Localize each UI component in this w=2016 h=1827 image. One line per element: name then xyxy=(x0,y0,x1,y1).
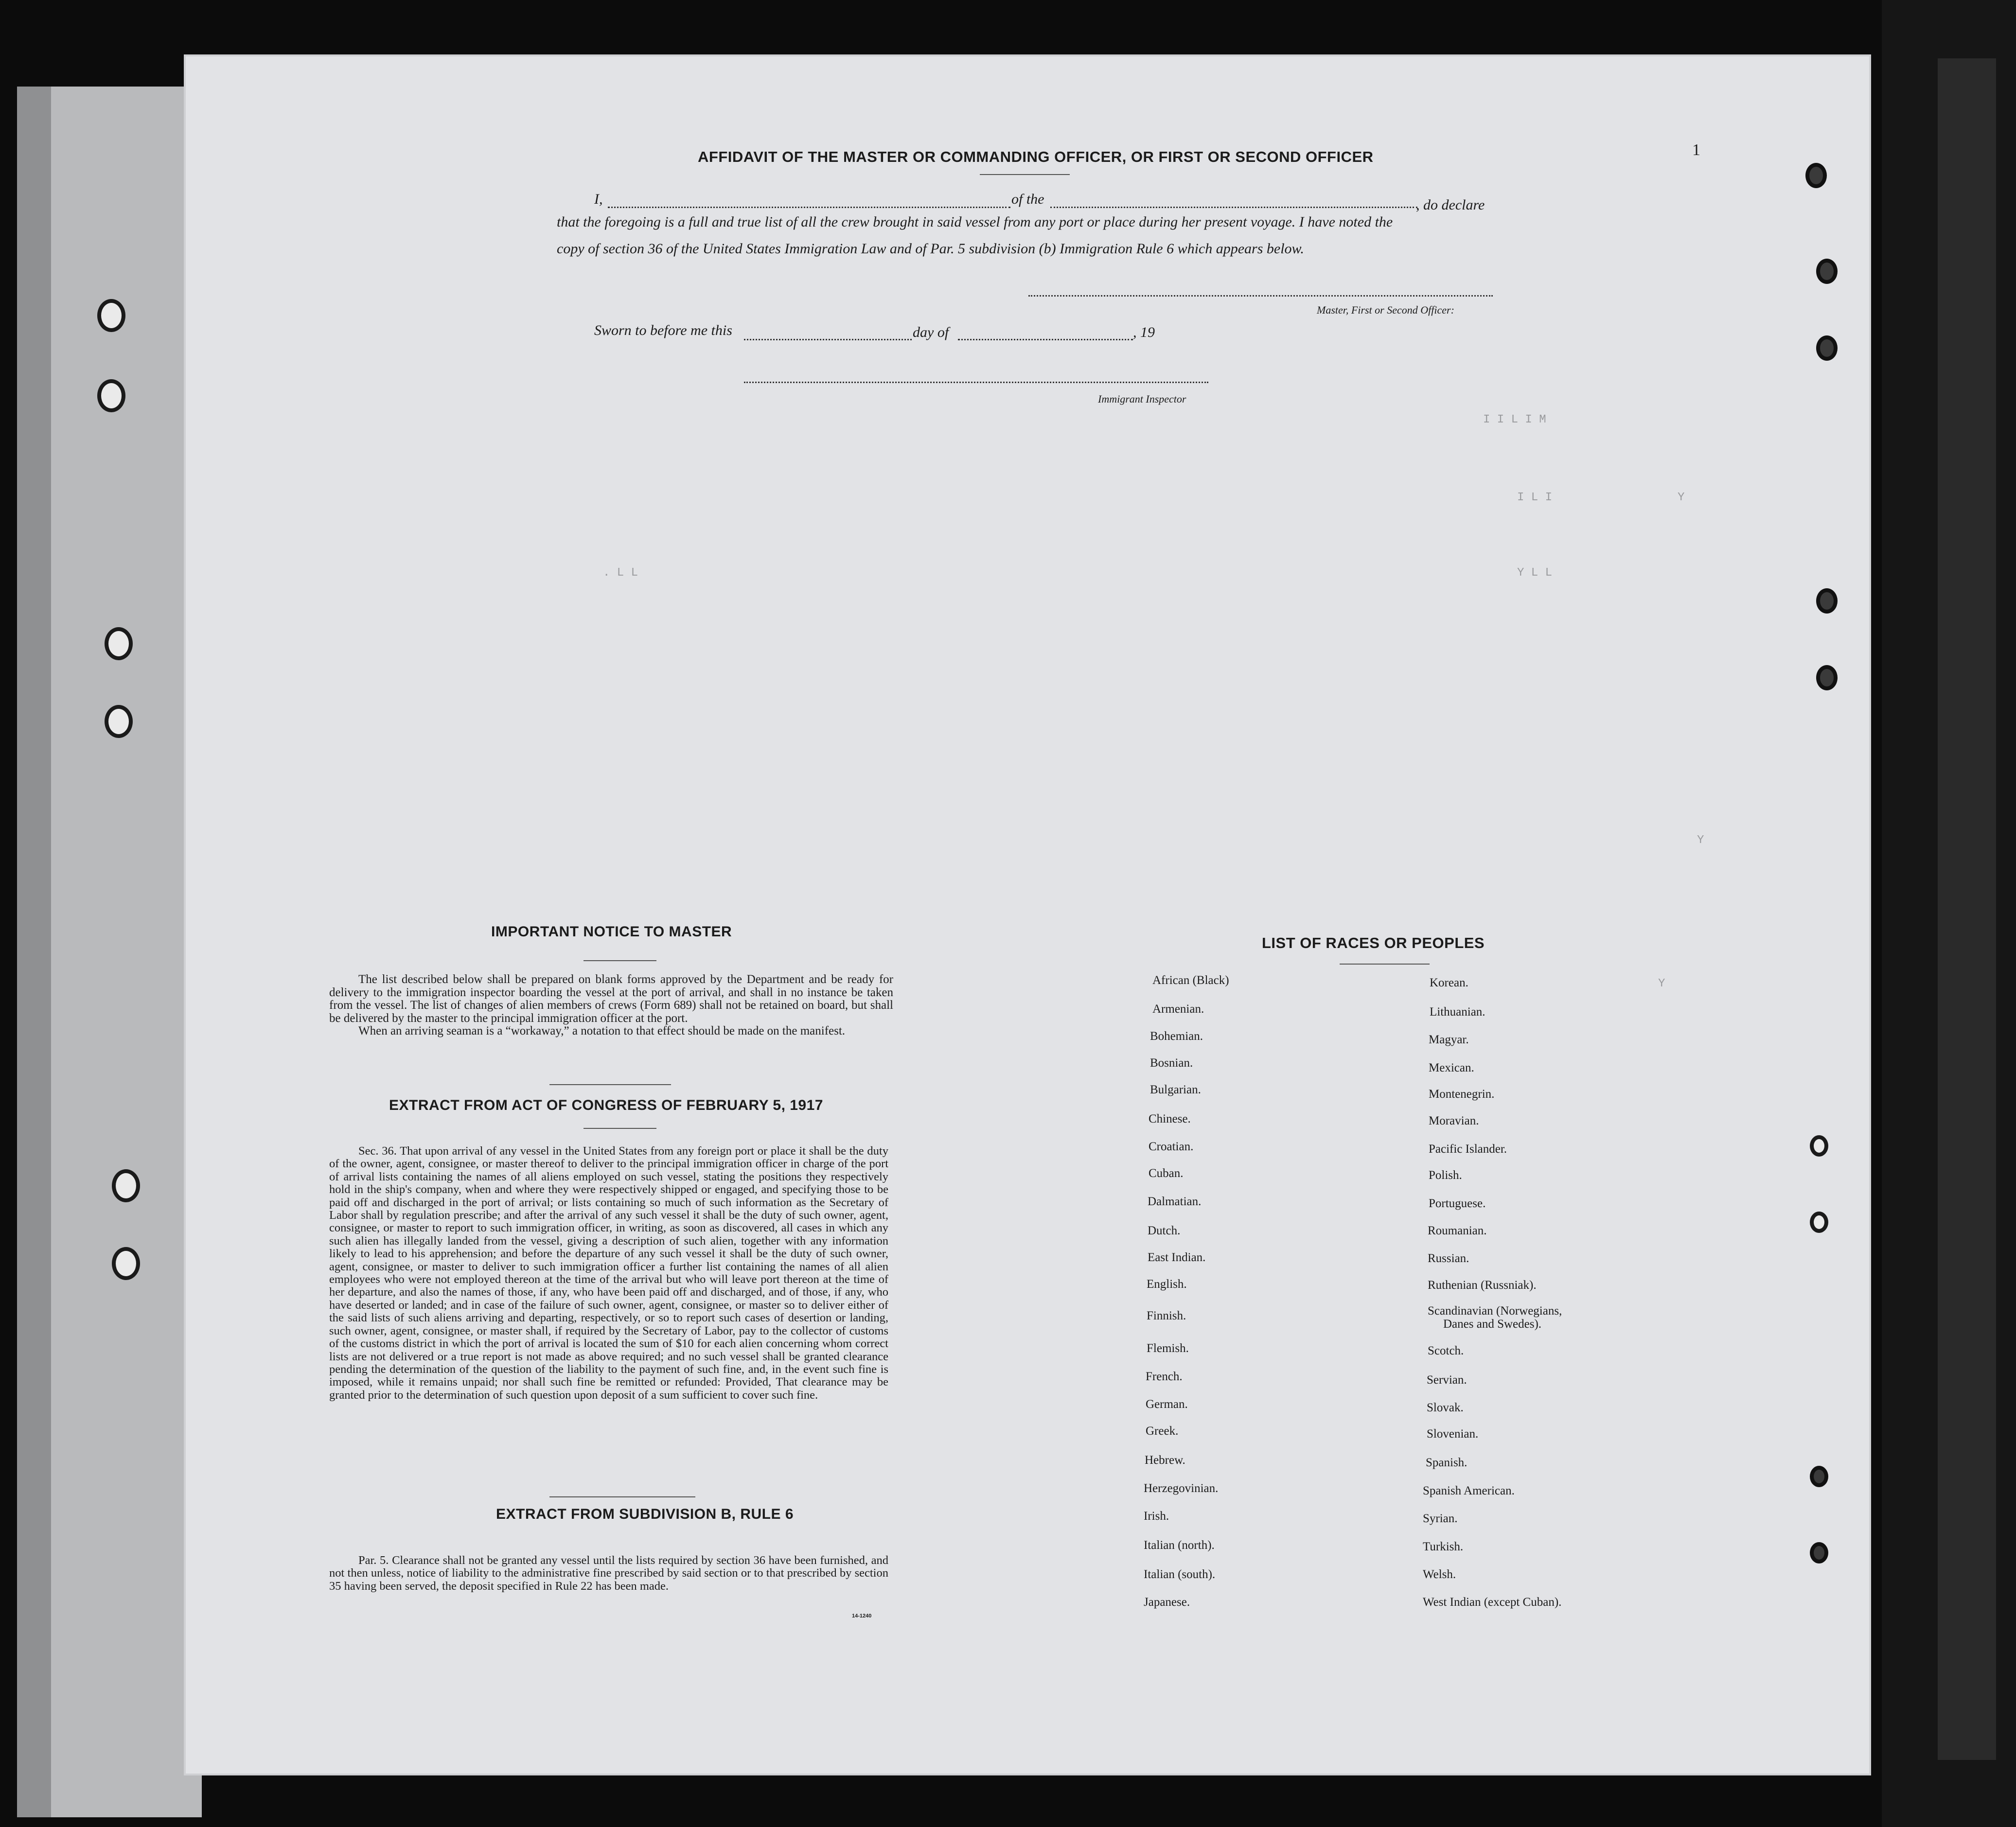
race-item: Montenegrin. xyxy=(1429,1088,1495,1101)
underlying-sheet xyxy=(51,87,202,1817)
section-divider xyxy=(549,1496,695,1497)
notice-underline xyxy=(584,960,656,961)
races-underline xyxy=(1340,964,1430,965)
affidavit-line-2: that the foregoing is a full and true list of all the crew brought in said vessel from any port or place during her present voyage. I have noted the xyxy=(557,214,1393,230)
binder-hole xyxy=(97,379,125,412)
inspector-signature-blank[interactable] xyxy=(744,382,1208,383)
race-item: Italian (south). xyxy=(1144,1568,1216,1581)
affidavit-title: AFFIDAVIT OF THE MASTER OR COMMANDING OFFICER, OR FIRST OR SECOND OFFICER xyxy=(698,148,1374,165)
name-blank[interactable] xyxy=(608,207,1010,208)
bleed-through-mark: I I L I M xyxy=(1483,413,1546,426)
inspector-caption: Immigrant Inspector xyxy=(1098,393,1186,405)
race-item: Bohemian. xyxy=(1150,1030,1203,1043)
binder-hole xyxy=(112,1247,140,1280)
notice-paragraph-1: The list described below shall be prepared on blank forms approved by the Department and be ready for delivery to the immigration inspector boarding the vessel at the port of arrival, and shall in no instance be taken from the vessel. The list of changes of alien members of crews (Form 689) shall not be retained on board, but shall be delivered by the master to the principal immigration officer at the port. xyxy=(329,973,893,1025)
affidavit-line-3: copy of section 36 of the United States Immigration Law and of Par. 5 subdivision (b) Immigration Rule 6 which appears below. xyxy=(557,241,1304,257)
bleed-through-mark: Y xyxy=(1678,491,1685,504)
bleed-through-mark: Y xyxy=(1697,834,1704,847)
bleed-through-mark: I L I xyxy=(1517,491,1553,504)
race-item: Bulgarian. xyxy=(1150,1083,1201,1096)
race-item: Syrian. xyxy=(1423,1512,1458,1525)
race-item: German. xyxy=(1146,1398,1188,1411)
race-item: Korean. xyxy=(1430,976,1468,989)
extract-act-body xyxy=(329,1145,888,1402)
race-item: Flemish. xyxy=(1147,1342,1189,1355)
bleed-through-mark: Y L L xyxy=(1517,566,1553,580)
race-item: Russian. xyxy=(1428,1252,1469,1265)
punch-hole xyxy=(1810,1466,1828,1487)
punch-hole xyxy=(1810,1542,1828,1563)
form-number: 14-1240 xyxy=(852,1613,872,1619)
race-item: Armenian. xyxy=(1152,1002,1204,1016)
punch-hole xyxy=(1805,163,1827,188)
race-item: Chinese. xyxy=(1149,1112,1191,1125)
extract-act-underline xyxy=(584,1128,656,1129)
document-page xyxy=(184,54,1871,1775)
binder-hole xyxy=(97,299,125,332)
extract-rule-title: EXTRACT FROM SUBDIVISION B, RULE 6 xyxy=(496,1506,794,1522)
race-item: Finnish. xyxy=(1147,1309,1186,1322)
binder-hole xyxy=(105,705,133,738)
bleed-through-mark: Y xyxy=(1658,977,1665,990)
race-item: Portuguese. xyxy=(1429,1197,1486,1210)
title-underline xyxy=(980,174,1070,175)
bleed-through-mark: . L L xyxy=(603,566,638,580)
right-binder-strip xyxy=(1938,58,1996,1760)
affidavit-i-label: I, xyxy=(594,191,603,207)
race-item: Lithuanian. xyxy=(1430,1005,1485,1019)
race-item: Greek. xyxy=(1146,1424,1179,1438)
race-item: Slovak. xyxy=(1427,1401,1464,1414)
punch-hole xyxy=(1810,1212,1828,1233)
notice-body xyxy=(329,973,893,1038)
race-item: Scandinavian (Norwegians, xyxy=(1428,1304,1562,1318)
race-item: Croatian. xyxy=(1149,1140,1194,1153)
notice-title: IMPORTANT NOTICE TO MASTER xyxy=(491,924,732,940)
section-36-text: Sec. 36. That upon arrival of any vessel in the United States from any foreign port or place it shall be the duty of the owner, agent, consignee, or master thereof to deliver to the principal immigration officer in charge of the port of arrival lists containing the names of all aliens employed on such vessel, stating the positions they respectively hold in the ship's company, when and where they were respectively shipped or engaged, and specifying those to be paid off and discharged in the port of arrival; or lists containing so much of such information as the Secretary of Labor shall by regulation prescribe; and after the arrival of any such vessel it shall be the duty of such owner, agent, consignee, or master to report to such immigration officer, in writing, as soon as discovered, all cases in which any such alien has illegally landed from the vessel, giving a description of such alien, together with any information likely to lead to his apprehension; and before the departure of any such vessel it shall be the duty of such owner, agent, consignee, or master to deliver to such immigration officer a further list containing the names of all alien employees who were not employed thereon at the time of the arrival but who will leave port thereon at the time of her departure, and also the names of those, if any, who have been paid off and discharged, and of those, if any, who have deserted or landed; and in case of the failure of such owner, agent, consignee, or master so to deliver either of the said lists of such aliens arriving and departing, respectively, or so to report such cases of desertion or landing, such owner, agent, consignee, or master shall, if required by the Secretary of Labor, pay to the collector of customs of the customs district in which the port of arrival is located the sum of $10 for each alien concerning whom correct lists are not delivered or a true report is not made as above required; and no such vessel shall be granted clearance pending the determination of the question of the liability to the payment of such fine, and, in the event such fine is imposed, while it remains unpaid; nor shall such fine be remitted or refunded: Provided, That clearance may be granted prior to the determination of such question upon deposit of a sum sufficient to cover such fine. xyxy=(329,1144,888,1402)
race-item: Danes and Swedes). xyxy=(1443,1318,1542,1331)
binder-hole xyxy=(105,627,133,660)
punch-hole xyxy=(1816,259,1838,284)
punch-hole xyxy=(1810,1135,1828,1157)
race-item: Welsh. xyxy=(1423,1568,1456,1581)
officer-signature-caption: Master, First or Second Officer: xyxy=(1317,304,1454,316)
punch-hole xyxy=(1816,588,1838,614)
affidavit-of-the-label: of the xyxy=(1011,191,1044,207)
extract-act-title: EXTRACT FROM ACT OF CONGRESS OF FEBRUARY 5, 1917 xyxy=(389,1097,823,1113)
day-of-label: day of xyxy=(913,324,949,340)
races-title: LIST OF RACES OR PEOPLES xyxy=(1262,934,1485,951)
race-item: Hebrew. xyxy=(1145,1454,1185,1467)
binder-hole xyxy=(112,1169,140,1202)
race-item: Dutch. xyxy=(1148,1224,1181,1237)
sworn-day-blank[interactable] xyxy=(744,339,912,340)
year-label: , 19 xyxy=(1133,324,1155,340)
vessel-blank[interactable] xyxy=(1050,207,1417,208)
race-item: Dalmatian. xyxy=(1148,1195,1202,1208)
race-item: Roumanian. xyxy=(1428,1224,1487,1237)
race-item: Pacific Islander. xyxy=(1429,1142,1507,1156)
race-item: Moravian. xyxy=(1429,1114,1479,1127)
affidavit-declare-label: , do declare xyxy=(1416,197,1485,213)
race-item: Herzegovinian. xyxy=(1144,1482,1219,1495)
extract-rule-body xyxy=(329,1554,888,1593)
race-item: African (Black) xyxy=(1152,974,1229,987)
page-number: 1 xyxy=(1692,141,1700,159)
race-item: Polish. xyxy=(1429,1169,1462,1182)
race-item: English. xyxy=(1147,1278,1187,1291)
race-item: Turkish. xyxy=(1423,1540,1464,1553)
par-5-text: Par. 5. Clearance shall not be granted any vessel until the lists required by section 36 have been furnished, and not then unless, notice of liability to the administrative fine prescribed by said section or to that prescribed by section 35 having been served, the deposit specified in Rule 22 has been made. xyxy=(329,1554,888,1593)
race-item: Magyar. xyxy=(1429,1033,1469,1046)
sworn-label: Sworn to before me this xyxy=(594,322,732,338)
punch-hole xyxy=(1816,665,1838,690)
race-item: Italian (north). xyxy=(1144,1539,1215,1552)
race-item: Bosnian. xyxy=(1150,1056,1193,1070)
race-item: Cuban. xyxy=(1149,1167,1184,1180)
officer-signature-blank[interactable] xyxy=(1028,295,1493,297)
race-item: Servian. xyxy=(1427,1373,1467,1387)
race-item: Spanish American. xyxy=(1423,1484,1515,1497)
race-item: East Indian. xyxy=(1148,1251,1206,1264)
notice-paragraph-2: When an arriving seaman is a “workaway,” a notation to that effect should be made on the manifest. xyxy=(358,1024,846,1037)
sworn-month-blank[interactable] xyxy=(958,339,1133,340)
race-item: Spanish. xyxy=(1426,1456,1468,1469)
race-item: Mexican. xyxy=(1429,1061,1474,1074)
race-item: Japanese. xyxy=(1144,1596,1190,1609)
race-item: Irish. xyxy=(1144,1510,1169,1523)
race-item: Scotch. xyxy=(1428,1344,1464,1357)
section-divider xyxy=(549,1084,671,1085)
punch-hole xyxy=(1816,335,1838,361)
race-item: Ruthenian (Russniak). xyxy=(1428,1279,1537,1292)
race-item: West Indian (except Cuban). xyxy=(1423,1596,1562,1609)
race-item: French. xyxy=(1146,1370,1183,1383)
race-item: Slovenian. xyxy=(1427,1427,1479,1441)
